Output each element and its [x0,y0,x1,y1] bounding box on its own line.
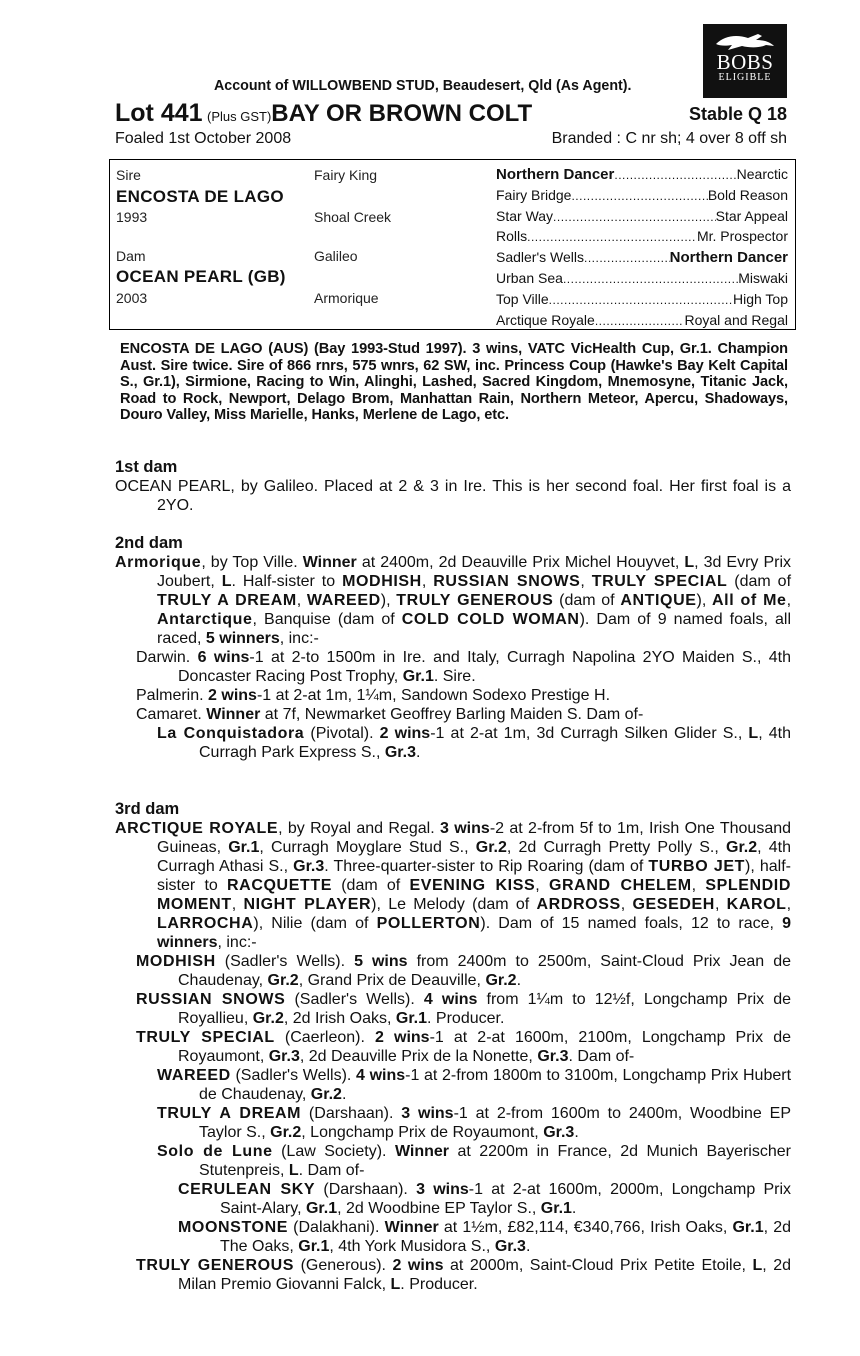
ancestor-left: Fairy Bridge [496,186,572,203]
pedigree-table [109,159,796,330]
lot-header [115,99,787,127]
second-dam-section [115,534,791,762]
leader-dots [584,249,670,266]
sire-label: Sire [116,167,141,183]
family-entry: MOONSTONE (Dalakhani). Winner at 1½m, £82,114, €340,766, Irish Oaks, Gr.1, 2d The Oaks, Gr.1, 4th York Musidora S., Gr.3. [178,1219,792,1255]
leader-dots [553,208,716,224]
ancestor-left: Rolls [496,228,528,245]
family-entry: WAREED (Sadler's Wells). 4 wins-1 at 2-from 1800m to 3100m, Longchamp Prix Hubert de Chaudenay, Gr.2. [157,1067,792,1103]
brand-info: Branded : C nr sh; 4 over 8 off sh [551,130,787,147]
great-grandparent-row [496,228,788,244]
ancestor-right: Bold Reason [707,186,788,203]
leader-dots [614,166,736,183]
stable-number: Stable Q 18 [688,104,787,124]
family-entry: Camaret. Winner at 7f, Newmarket Geoffrey Barling Maiden S. Dam of- [136,706,644,723]
family-entry: Palmerin. 2 wins-1 at 2-at 1m, 1¼m, Sandown Sodexo Prestige H. [136,687,611,704]
great-grandparent-row [496,249,788,266]
ancestor-left: Arctique Royale [496,311,595,328]
great-grandparent-row [496,166,788,183]
ancestor-right: High Top [732,290,788,307]
third-dam-section [115,800,791,1294]
first-dam-section [115,458,791,515]
ancestor-left: Urban Sea [496,270,563,286]
leader-dots [571,187,707,203]
ancestor-left: Star Way [496,207,554,224]
horse-logo-icon [714,30,776,52]
lot-title: BAY OR BROWN COLT [271,100,533,127]
family-entry: MODHISH (Sadler's Wells). 5 wins from 2400m to 2500m, Saint-Cloud Prix Jean de Chaudenay, Gr.2, Grand Prix de Deauville, Gr.2. [136,953,792,989]
ancestor-left: Sadler's Wells [496,249,584,266]
great-grandparent-row [496,270,788,286]
leader-dots [527,228,697,244]
ancestor-right: Royal and Regal [684,311,788,328]
leader-dots [563,270,738,286]
damsire: Galileo [314,248,358,264]
family-entry: Darwin. 6 wins-1 at 2-to 1500m in Ire. and Italy, Curragh Napolina 2YO Maiden S., 4th Doncaster Racing Post Trophy, Gr.1. Sire. [136,649,791,685]
great-grandparent-row [496,312,788,328]
logo-eligible-text: ELIGIBLE [718,72,772,83]
sire-summary: ENCOSTA DE LAGO (AUS) (Bay 1993-Stud 1997). 3 wins, VATC VicHealth Cup, Gr.1. Champion Aust. Sire twice. Sire of 866 rnrs, 575 wnrs, 62 SW, inc. Princess Coup (Hawke's Bay Kelt Capital S., Gr.1), Sirmione, Racing to Win, Alinghi, Lashed, Sacred Kingdom, Mnemosyne, Titanic Jack, Road to Rock, Newport, Delago Brom, Manhattan Rain, Northern Meteor, Apercu, Shadoways, Douro Valley, Miss Marielle, Hanks, Merlene de Lago, etc. [120,341,788,423]
dam-label: Dam [116,248,146,264]
ancestor-right: Mr. Prospector [696,228,788,245]
grandsire: Fairy King [314,167,378,183]
dam-name: OCEAN PEARL (GB) [116,267,286,286]
family-entry: TRULY SPECIAL (Caerleon). 2 wins-1 at 2-at 1600m, 2100m, Longchamp Prix de Royaumont, Gr.3, 2d Deauville Prix de la Nonette, Gr.3. Dam of- [136,1029,791,1065]
ancestor-left: Northern Dancer [496,166,615,183]
bobs-eligible-logo [703,24,787,98]
sire-dam: Shoal Creek [314,209,392,225]
ancestor-right: Northern Dancer [669,249,788,267]
great-grandparent-row [496,208,788,224]
third-dam-heading: 3rd dam [115,800,180,818]
logo-bobs-text: BOBS [716,50,774,74]
family-entry: CERULEAN SKY (Darshaan). 3 wins-1 at 2-at 1600m, 2000m, Longchamp Prix Saint-Alary, Gr.1, 2d Woodbine EP Taylor S., Gr.1. [178,1181,792,1217]
leader-dots [549,291,733,307]
second-dam-heading: 2nd dam [115,534,183,552]
great-grandparent-row [496,187,788,203]
foaled-date: Foaled 1st October 2008 [115,130,292,147]
family-entry: Armorique, by Top Ville. Winner at 2400m, 2d Deauville Prix Michel Houyvet, L, 3d Evry Prix Joubert, L. Half-sister to MODHISH, RUSSIAN SNOWS, TRULY SPECIAL (dam of TRULY A DREAM, WAREED), TRULY GENEROUS (dam of ANTIQUE), All of Me, Antarctique, Banquise (dam of COLD COLD WOMAN). Dam of 9 named foals, all raced, 5 winners, inc:- [115,554,792,647]
ancestor-left: Top Ville [496,290,549,307]
family-entry: TRULY GENEROUS (Generous). 2 wins at 2000m, Saint-Cloud Prix Petite Etoile, L, 2d Milan Premio Giovanni Falck, L. Producer. [136,1257,792,1293]
dam-year: 2003 [116,290,148,306]
first-dam-text: OCEAN PEARL, by Galileo. Placed at 2 & 3 in Ire. This is her second foal. Her first foal is a 2YO. [115,478,791,514]
plus-gst: (Plus GST) [206,109,272,124]
ancestor-right: Miswaki [738,270,788,286]
great-grandparent-row [496,291,788,307]
family-entry: RUSSIAN SNOWS (Sadler's Wells). 4 wins from 1¼m to 12½f, Longchamp Prix de Royallieu, Gr.2, 2d Irish Oaks, Gr.1. Producer. [136,991,792,1027]
family-entry: Solo de Lune (Law Society). Winner at 2200m in France, 2d Munich Bayerischer Stutenpreis, L. Dam of- [157,1143,791,1179]
first-dam-heading: 1st dam [115,458,178,476]
sire-name: ENCOSTA DE LAGO [116,187,284,206]
family-entry: ARCTIQUE ROYALE, by Royal and Regal. 3 wins-2 at 2-from 5f to 1m, Irish One Thousand Guineas, Gr.1, Curragh Moyglare Stud S., Gr.2, 2d Curragh Pretty Polly S., Gr.2, 4th Curragh Athasi S., Gr.3. Three-quarter-sister to Rip Roaring (dam of TURBO JET), half-sister to RACQUETTE (dam of EVENING KISS, GRAND CHELEM, SPLENDID MOMENT, NIGHT PLAYER), Le Melody (dam of ARDROSS, GESEDEH, KAROL, LARROCHA), Nilie (dam of POLLERTON). Dam of 15 named foals, 12 to race, 9 winners, inc:- [115,820,792,951]
sire-year: 1993 [116,209,148,225]
ancestor-right: Star Appeal [715,207,788,224]
vendor-account: Account of WILLOWBEND STUD, Beaudesert, Qld (As Agent). [214,77,632,94]
family-entry: La Conquistadora (Pivotal). 2 wins-1 at 2-at 1m, 3d Curragh Silken Glider S., L, 4th Curragh Park Express S., Gr.3. [157,725,791,761]
family-entry: TRULY A DREAM (Darshaan). 3 wins-1 at 2-from 1600m to 2400m, Woodbine EP Taylor S., Gr.2, Longchamp Prix de Royaumont, Gr.3. [157,1105,792,1141]
dam-dam: Armorique [314,290,379,306]
leader-dots [595,312,685,328]
lot-number: Lot 441 [115,99,203,127]
ancestor-right: Nearctic [736,166,788,182]
